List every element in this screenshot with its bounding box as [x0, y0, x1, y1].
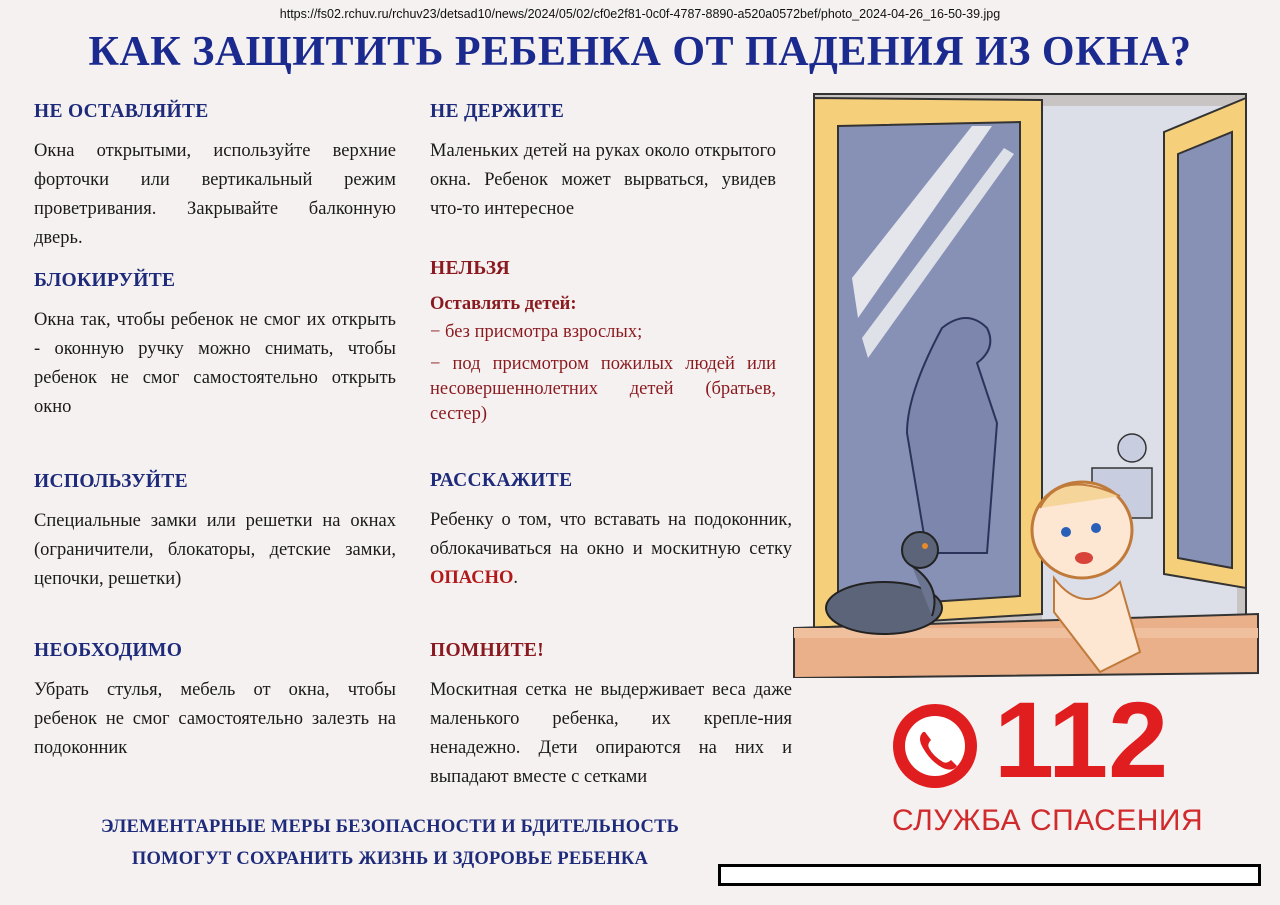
- section-text: Москитная сетка не выдерживает веса даже маленького ребенка, их крепле-ния ненадежно. Дети опираются на них и выпадают вместе с сетками: [430, 680, 792, 787]
- section-text: [430, 506, 792, 593]
- section-heading: НЕ ОСТАВЛЯЙТЕ: [34, 101, 209, 122]
- section-text: Убрать стулья, мебель от окна, чтобы ребенок не смог самостоятельно залезть на подоконник: [34, 680, 396, 758]
- page-title: КАК ЗАЩИТИТЬ РЕБЕНКА ОТ ПАДЕНИЯ ИЗ ОКНА?: [88, 29, 1192, 75]
- section-forbidden: [430, 258, 776, 427]
- tell-end: .: [513, 568, 518, 588]
- section-dont-hold: [430, 101, 776, 224]
- footer-line: ПОМОГУТ СОХРАНИТЬ ЖИЗНЬ И ЗДОРОВЬЕ РЕБЕНКА: [131, 849, 649, 869]
- section-dont-leave: [34, 101, 396, 253]
- section-tell: [430, 470, 792, 593]
- section-heading: НЕЛЬЗЯ: [430, 258, 511, 279]
- section-heading: ПОМНИТЕ!: [430, 640, 544, 661]
- section-heading: НЕОБХОДИМО: [34, 640, 183, 661]
- section-heading: БЛОКИРУЙТЕ: [34, 270, 176, 291]
- section-remember: [430, 640, 792, 792]
- danger-word: ОПАСНО: [430, 568, 514, 588]
- window-illustration: [792, 88, 1262, 678]
- forbidden-item: − под присмотром пожилых людей или несовершеннолетних детей (братьев, сестер): [430, 354, 776, 424]
- section-necessary: [34, 640, 396, 763]
- footer-line: ЭЛЕМЕНТАРНЫЕ МЕРЫ БЕЗОПАСНОСТИ И БДИТЕЛЬНОСТЬ: [100, 817, 680, 837]
- source-url: https://fs02.rchuv.ru/rchuv23/detsad10/news/2024/05/02/cf0e2f81-0c0f-4787-8890-a520a0572bef/photo_2024-04-26_16-50-39.jpg: [279, 7, 1001, 21]
- emergency-number: 112: [994, 679, 1169, 800]
- section-text: Окна так, чтобы ребенок не смог их открыть - оконную ручку можно снимать, чтобы ребенок не смог самостоятельно открыть окно: [34, 310, 396, 417]
- section-text: Окна открытыми, используйте верхние форточки или вертикальный режим проветривания. Закрывайте балконную дверь.: [34, 141, 396, 248]
- tell-text: Ребенку о том, что вставать на подоконник, облокачиваться на окно и москитную сетку: [430, 510, 792, 559]
- emergency-service-label: СЛУЖБА СПАСЕНИЯ: [892, 804, 1204, 837]
- empty-box: [718, 864, 1261, 886]
- section-use: [34, 471, 396, 594]
- section-text: Специальные замки или решетки на окнах (ограничители, блокаторы, детские замки, цепочки, решетки): [34, 511, 396, 589]
- forbidden-item: − без присмотра взрослых;: [430, 322, 643, 342]
- section-heading: НЕ ДЕРЖИТЕ: [430, 101, 565, 122]
- section-block: [34, 270, 396, 422]
- section-heading: ИСПОЛЬЗУЙТЕ: [34, 471, 188, 492]
- section-heading: РАССКАЖИТЕ: [430, 470, 573, 491]
- section-subheading: Оставлять детей:: [430, 294, 577, 314]
- phone-icon: [893, 704, 977, 788]
- section-text: Маленьких детей на руках около открытого окна. Ребенок может вырваться, увидев что-то интересное: [430, 141, 776, 219]
